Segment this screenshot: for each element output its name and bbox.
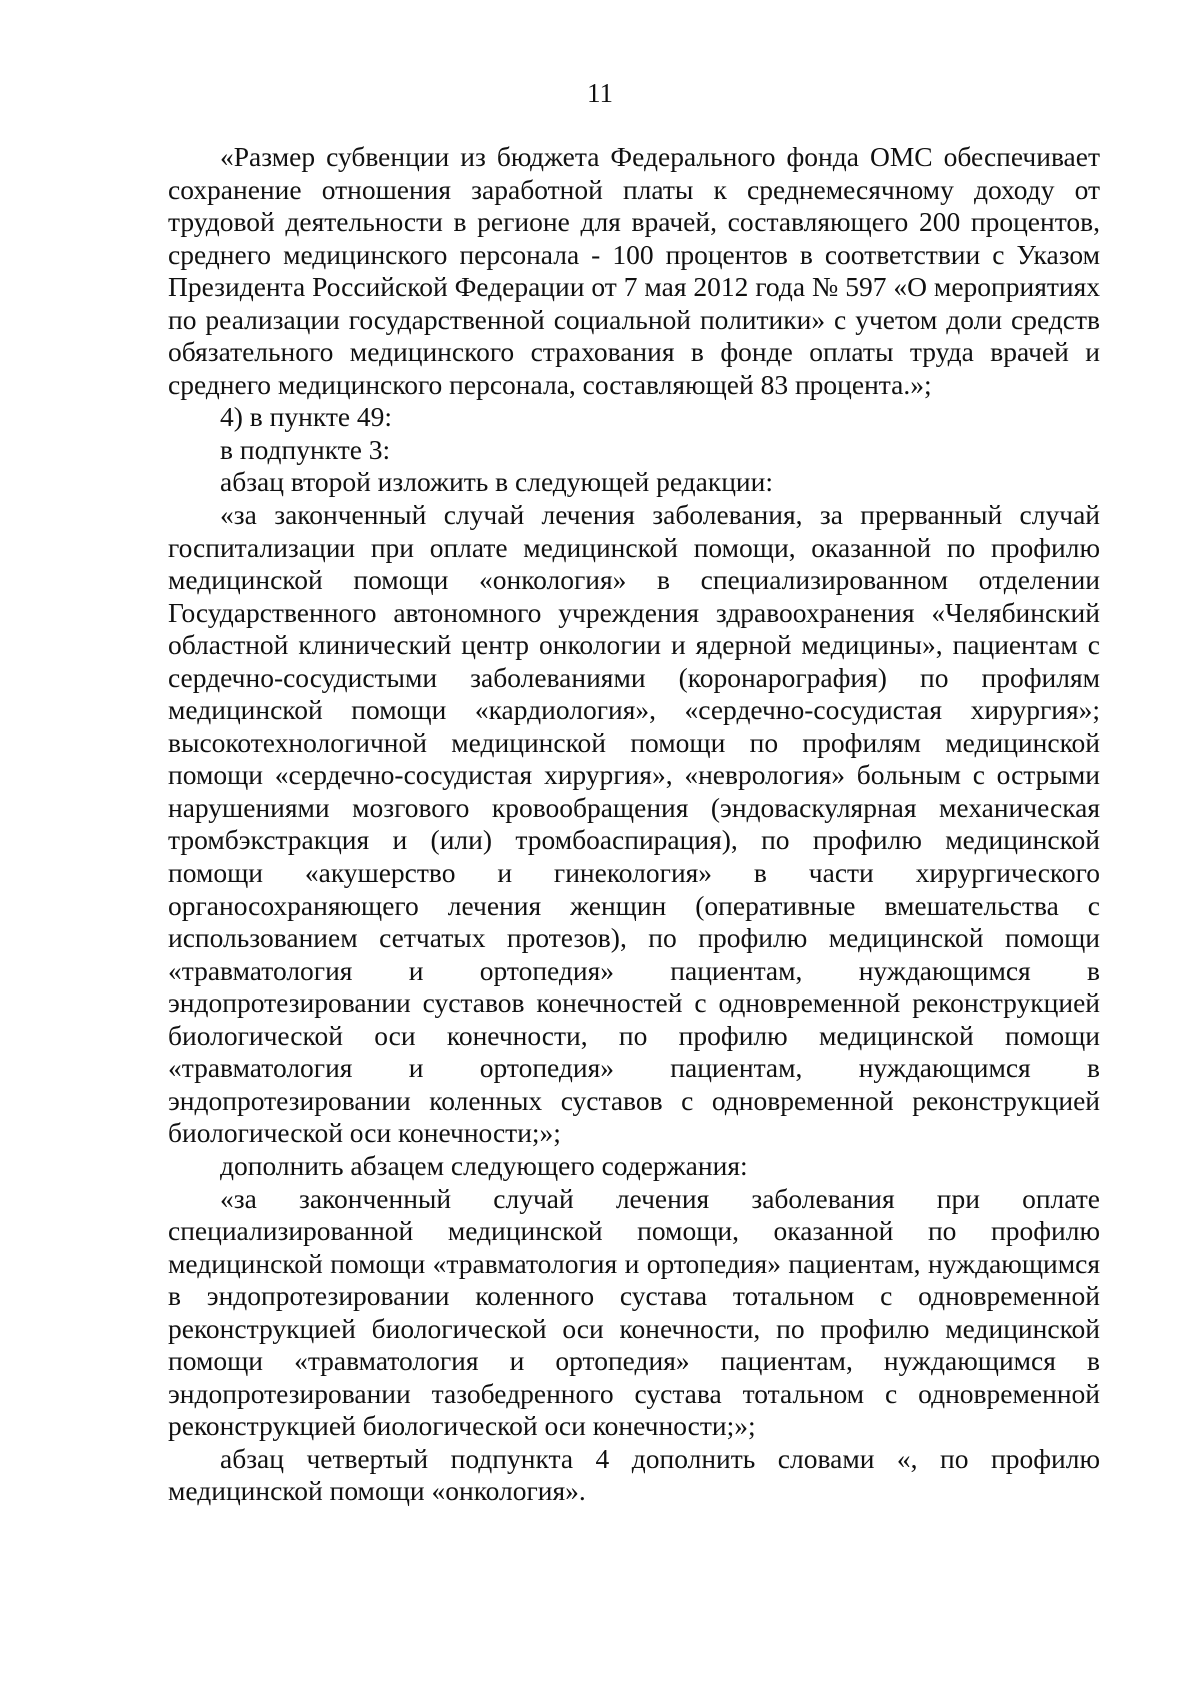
paragraph-completed-case-new-text: «за законченный случай лечения заболевания, за прерванный случай госпитализации при оплате медицинской помощи, оказанной по профилю медицинской помощи «онкология» в специализированном отделении Государственного автономного учреждения здравоохранения «Челябинский областной клинический центр онкологии и ядерной медицины», пациентам с сердечно-сосудистыми заболеваниями (коронарография) по профилям медицинской помощи «кардиология», «сердечно-сосудистая хирургия»; высокотехнологичной медицинской помощи по профилям медицинской помощи «сердечно-сосудистая хирургия», «неврология» больным с острыми нарушениями мозгового кровообращения (эндоваскулярная механическая тромбэкстракция и (или) тромбоаспирация), по профилю медицинской помощи «акушерство и гинекология» в части хирургического органосохраняющего лечения женщин (оперативные вмешательства с использованием сетчатых протезов), по профилю медицинской помощи «травматология и ортопедия» пациентам, нуждающимся в эндопротезировании суставов конечностей с одновременной реконструкцией биологической оси конечности, по профилю медицинской помощи «травматология и ортопедия» пациентам, нуждающимся в эндопротезировании коленных суставов с одновременной реконструкцией биологической оси конечности;»; bbox=[168, 499, 1100, 1149]
paragraph-item-4: 4) в пункте 49: bbox=[220, 401, 393, 433]
paragraph-added-abzac-text: «за законченный случай лечения заболевания при оплате специализированной медицинской помощи, оказанной по профилю медицинской помощи «травматология и ортопедия» пациентам, нуждающимся в эндопротезировании коленного сустава тотальном с одновременной реконструкцией биологической оси конечности, по профилю медицинской помощи «травматология и ортопедия» пациентам, нуждающимся в эндопротезировании тазобедренного сустава тотальном с одновременной реконструкцией биологической оси конечности;»; bbox=[168, 1182, 1100, 1442]
document-body bbox=[168, 141, 1100, 1508]
paragraph-subvention-size: «Размер субвенции из бюджета Федерального фонда ОМС обеспечивает сохранение отношения заработной платы к среднемесячному доходу от трудовой деятельности в регионе для врачей, составляющего 200 процентов, среднего медицинского персонала - 100 процентов в соответствии с Указом Президента Российской Федерации от 7 мая 2012 года № 597 «О мероприятиях по реализации государственной социальной политики» с учетом доли средств обязательного медицинского страхования в фонде оплаты труда врачей и среднего медицинского персонала, составляющей 83 процента.»; bbox=[168, 141, 1100, 400]
paragraph-add-abzac-instruction: дополнить абзацем следующего содержания: bbox=[220, 1149, 748, 1181]
paragraph-fourth-abzac-addition: абзац четвертый подпункта 4 дополнить словами «, по профилю медицинской помощи «онкология». bbox=[168, 1442, 1100, 1507]
paragraph-second-abzac-instruction: абзац второй изложить в следующей редакции: bbox=[220, 466, 774, 498]
paragraph-subitem-3: в подпункте 3: bbox=[220, 433, 391, 465]
page-number: 11 bbox=[587, 78, 613, 108]
